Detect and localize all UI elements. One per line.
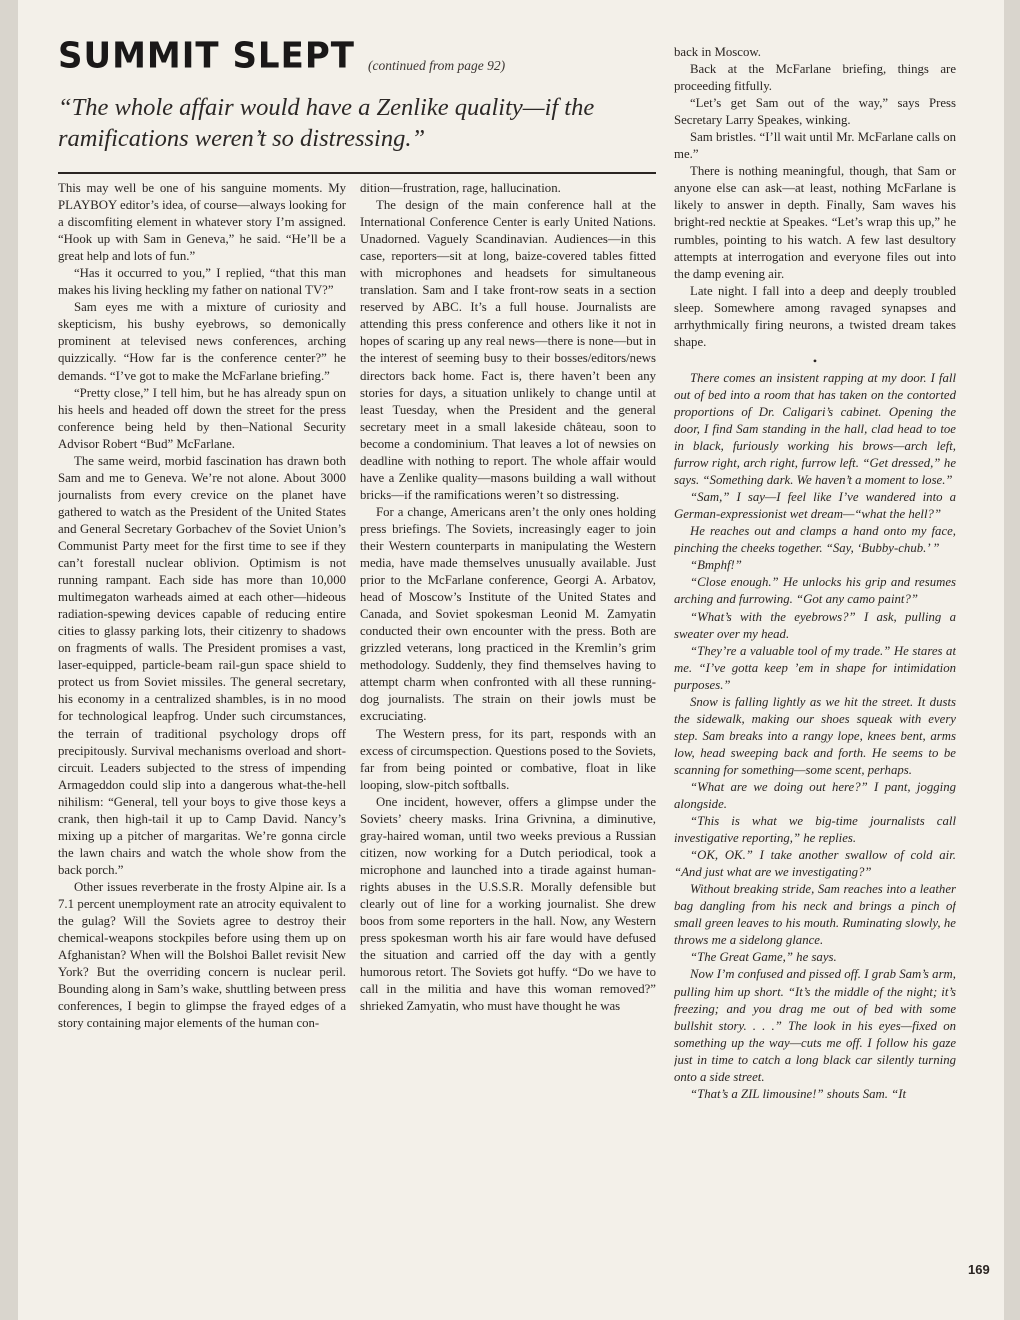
dream-paragraph: “What’s with the eyebrows?” I ask, pulling a sweater over my head. — [674, 609, 956, 641]
paragraph: back in Moscow. — [674, 45, 761, 59]
magazine-page — [18, 0, 1004, 1320]
paragraph: Sam bristles. “I’ll wait until Mr. McFarlane calls on me.” — [674, 130, 956, 162]
paragraph: The same weird, morbid fascination has drawn both Sam and me to Geneva. We’re not alone. About 3000 journalists from every crevice on the planet have gathered to watch as the President of the United States and General Secretary Gorbachev of the Soviet Union’s Communist Party meet for the first time to see if they can’t forestall nuclear oblivion. Optimism is not running rampant. Each side has more than 10,000 multimegaton warheads aimed at each other—hideous radiation-spewing devices capable of reducing entire cities to glassy parking lots, their citizenry to shadows on fragments of walls. The President promises a vast, laser-equipped, particle-beam rail-gun space shield to protect us from Soviet missiles. The general secretary, his economy in a centralized shambles, is in no mood for technological leapfrog. Under such circumstances, the terrain of traditional psychology drops off precipitously. Survival mechanisms overload and short-circuit. Leaders subjected to the stress of impending Armageddon could slip into a dangerous what-the-hell nihilism: “General, tell your boys to give those keys a crank, then high-tail it up to Camp David. Nancy’s mixing up a pitcher of margaritas. We’re gonna circle the lawn chairs and watch the whole show from the back porch.” — [58, 453, 346, 877]
column-1 — [58, 180, 346, 1270]
dream-paragraph: “Close enough.” He unlocks his grip and resumes arching and furrowing. “Got any camo paint?” — [674, 575, 956, 607]
dream-paragraph: “OK, OK.” I take another swallow of cold air. “And just what are we investigating?” — [674, 848, 956, 880]
paragraph: Late night. I fall into a deep and deeply troubled sleep. Somewhere among ravaged synapses and arrhythmically firing neurons, a twisted dream takes shape. — [674, 283, 956, 349]
paragraph: One incident, however, offers a glimpse under the Soviets’ cheery masks. Irina Grivnina, a diminutive, gray-haired woman, until two weeks previous a Russian citizen, now working for a Dutch periodical, took a microphone and launched into a tirade against human-rights abuses in the U.S.S.R. Morally defensible but clearly out of line for a working journalist. She drew boos from some reporters in the hall. Now, any Western press spokesman worth his air fare would have defused the situation and carried off the day with a gently humorous retort. The Soviets got huffy. “Do we have to call in the militia and have this woman removed?” shrieked Zamyatin, who must have thought he was — [360, 794, 656, 1014]
column-2 — [360, 180, 656, 1270]
dream-paragraph: “Bmphf!” — [690, 558, 742, 573]
paragraph: Sam eyes me with a mixture of curiosity and skepticism, his bushy eyebrows, so demonically prominent at televised news conferences, arching quizzically. “How far is the conference center?” he demands. “I’ve got to make the McFarlane briefing.” — [58, 300, 346, 383]
page-number: 169 — [968, 1262, 990, 1277]
paragraph: Other issues reverberate in the frosty Alpine air. Is a 7.1 percent unemployment rate an atrocity equivalent to the gulag? Will the Soviets agree to destroy their chemical-weapons stockpiles before using them up on Afghanistan? When will the Bolshoi Ballet revisit New York? But the overriding concern is nuclear peril. Bounding along in Sam’s wake, shuttling between press conferences, I begin to glimpse the frayed edges of a story containing major elements of the human con- — [58, 879, 346, 1031]
paragraph: For a change, Americans aren’t the only ones holding press briefings. The Soviets, increasingly eager to join their Western counterparts in manipulating the Western media, have made themselves unusually available. Just prior to the McFarlane conference, Georgi A. Arbatov, head of Moscow’s Institute of the United States and Canada, and Soviet spokesman Leonid M. Zamyatin conducted their own encounter with the press. Both are grizzled veterans, long practiced in the Kremlin’s grim methodology. Suddenly, they find themselves having to attempt charm when confronted with all these running-dog journalists. The strain on their jowls must be excruciating. — [360, 504, 656, 724]
dream-paragraph: Snow is falling lightly as we hit the street. It dusts the sidewalk, making our shoes squeak with every step. Sam breaks into a rangy lope, knees bent, arms low, head sweeping back and forth. He seems to be scanning for something—some scent, perhaps. — [674, 694, 956, 777]
dream-paragraph: “This is what we big-time journalists call investigative reporting,” he replies. — [674, 814, 956, 846]
paragraph: The design of the main conference hall at the International Conference Center is early United Nations. Unadorned. Vaguely Scandinavian. Audiences—in this case, reporters—sit at long, baize-covered tables fitted with microphones and headsets for simultaneous translation. Sam and I take front-row seats in a section reserved by ABC. It’s a full house. Journalists are attending this press conference and others like it not in hopes of scaring up any real news—there is none—but in the interest of seeming busy to their bosses/editors/news directors back home. Fact is, there haven’t been any stories for days, a situation unlikely to change until at least Tuesday, when the President and the general secretary meet in a small lakeside château, soon to become a condominium. That leaves a lot of newsies on deadline with nothing to report. The whole affair would have a Zenlike quality—masons building a wall without bricks—if the ramifications weren’t so distressing. — [360, 198, 656, 502]
pull-quote: “The whole affair would have a Zenlike quality—if the ramifications weren’t so distressing.” — [58, 94, 595, 152]
paragraph: Back at the McFarlane briefing, things are proceeding fitfully. — [674, 62, 956, 94]
dream-paragraph: “Sam,” I say—I feel like I’ve wandered into a German-expressionist wet dream—“what the hell?” — [674, 490, 956, 522]
section-bullet: • — [812, 353, 818, 368]
dream-paragraph: Without breaking stride, Sam reaches into a leather bag dangling from his neck and brings a pinch of small green leaves to his mouth. Ruminating slowly, he throws me a sidelong glance. — [674, 882, 956, 948]
divider-rule — [58, 172, 656, 174]
dream-paragraph: Now I’m confused and pissed off. I grab Sam’s arm, pulling him up short. “It’s the middle of the night; it’s freezing; and you drag me out of bed with some bullshit story. . . .” The look in his eyes—fixed on something up the way—cuts me off. I follow his gaze just in time to catch a long black car silently turning onto a side street. — [674, 967, 956, 1084]
article-title: SUMMIT SLEPT — [58, 35, 355, 77]
dream-paragraph: “That’s a ZIL limousine!” shouts Sam. “It — [690, 1086, 907, 1101]
paragraph: dition—frustration, rage, hallucination. — [360, 181, 561, 195]
dream-paragraph: “They’re a valuable tool of my trade.” He stares at me. “I’ve gotta keep ’em in shape for intimidation purposes.” — [674, 643, 956, 692]
dream-paragraph: “The Great Game,” he says. — [690, 950, 837, 965]
continued-note: (continued from page 92) — [368, 58, 506, 73]
dream-paragraph: There comes an insistent rapping at my door. I fall out of bed into a room that has taken on the contorted proportions of Dr. Caligari’s cabinet. Opening the door, I find Sam standing in the hall, clad head to toe in black, furiously working his brows—arch left, furrow right, arch right, furrow left. “Get dressed,” he says. “Something dark. We haven’t a moment to lose.” — [674, 370, 956, 488]
paragraph: There is nothing meaningful, though, that Sam or anyone else can ask—at least, nothing McFarlane is likely to answer in depth. Finally, Sam waves his bright-red necktie at Speakes. “Let’s wrap this up,” he rumbles, pointing to his watch. A few last desultory attempts at interrogation and everyone files out into the damp evening air. — [674, 164, 956, 281]
paragraph: This may well be one of his sanguine moments. My PLAYBOY editor’s idea, of course—always looking for a discomfiting element in whatever story I’m assigned. “Hook up with Sam in Geneva,” he said. “He’ll be a great help and lots of fun.” — [58, 181, 346, 264]
column-3 — [674, 44, 956, 1280]
paragraph: “Let’s get Sam out of the way,” says Press Secretary Larry Speakes, winking. — [674, 96, 956, 128]
dream-paragraph: “What are we doing out here?” I pant, jogging alongside. — [674, 779, 956, 812]
paragraph: The Western press, for its part, responds with an excess of circumspection. Questions posed to the Soviets, far from being pointed or combative, float in like looping, slow-pitch softballs. — [360, 726, 656, 792]
dream-paragraph: He reaches out and clamps a hand onto my face, pinching the cheeks together. “Say, ‘Bubby-chub.’ ” — [674, 524, 956, 556]
paragraph: “Has it occurred to you,” I replied, “that this man makes his living heckling my father on national TV?” — [58, 266, 346, 298]
paragraph: “Pretty close,” I tell him, but he has already spun on his heels and headed off down the street for the press conference being held by then–National Security Advisor Robert “Bud” McFarlane. — [58, 385, 346, 451]
